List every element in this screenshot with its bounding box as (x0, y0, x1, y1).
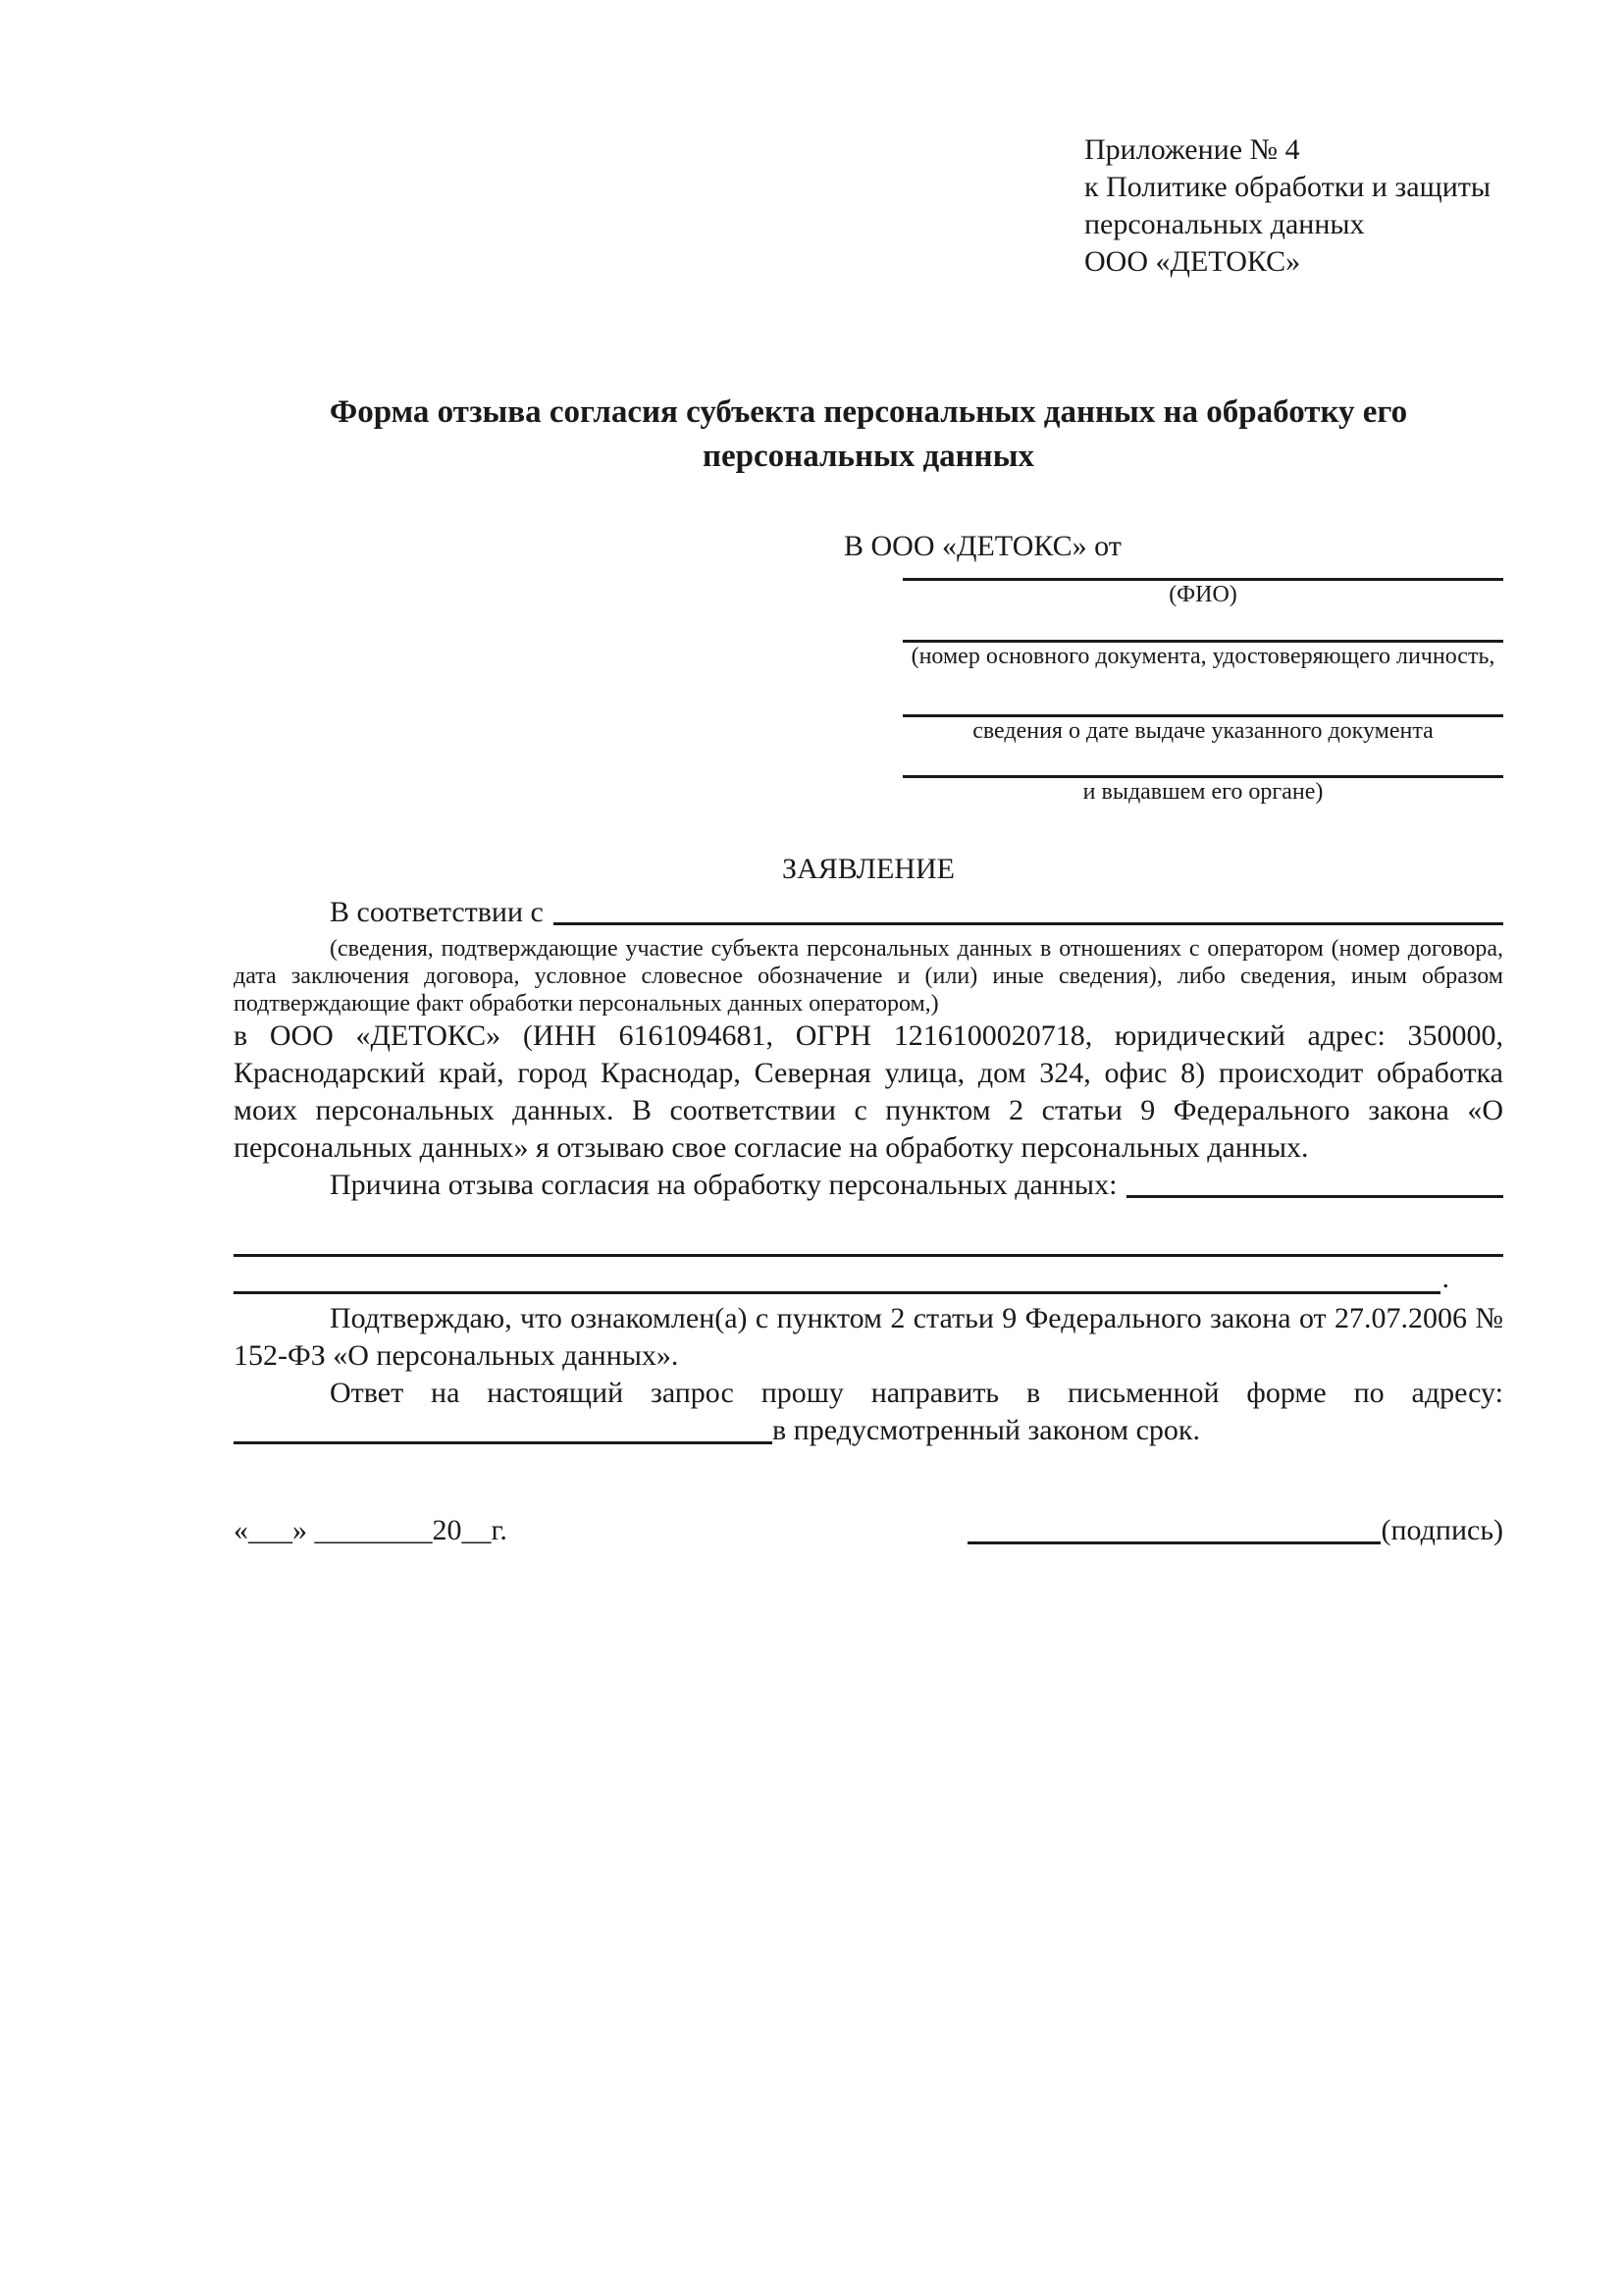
statement-body: в ООО «ДЕТОКС» (ИНН 6161094681, ОГРН 1216100020718, юридический адрес: 350000, Краснодарский край, город Краснодар, Северная улица, дом 324, офис 8) происходит обработка моих персональных данных. В соответствии с пунктом 2 статьи 9 Федерального закона «О персональных данных» я отзываю свое согласие на обработку персональных данных. (234, 1019, 1503, 1164)
field-document-number (903, 614, 1503, 670)
reason-row (330, 1167, 1503, 1204)
footer-row (234, 1512, 1503, 1549)
fill-in-line (553, 894, 1503, 925)
appendix-line-1: Приложение № 4 (1084, 133, 1300, 166)
appendix-line-3: персональных данных (1084, 208, 1365, 240)
reply-address-row (234, 1412, 1503, 1449)
field-caption-document-number: (номер основного документа, удостоверяющего личность, (911, 644, 1495, 669)
field-caption-fio: (ФИО) (1169, 582, 1237, 607)
signature-caption: (подпись) (1381, 1514, 1503, 1546)
field-issuing-authority (903, 747, 1503, 806)
field-issue-date (903, 680, 1503, 745)
field-caption-issuing-authority: и выдавшем его органе) (1082, 779, 1324, 805)
confirmation-paragraph: Подтверждаю, что ознакомлен(а) с пунктом 2 статьи 9 Федерального закона от 27.07.2006 № 152-ФЗ «О персональных данных». (234, 1302, 1503, 1372)
reason-last-line (234, 1257, 1503, 1300)
appendix-line-4: ООО «ДЕТОКС» (1084, 245, 1301, 278)
fill-in-line (903, 565, 1503, 581)
fill-in-line (903, 747, 1503, 778)
intro-prefix: В соответствии с (330, 896, 544, 928)
reason-terminator: . (1441, 1262, 1449, 1294)
signature-line (968, 1512, 1381, 1544)
field-fio (903, 565, 1503, 608)
appendix-block (1084, 131, 1503, 281)
reason-label: Причина отзыва согласия на обработку персональных данных: (330, 1169, 1118, 1201)
intro-row (330, 894, 1503, 931)
intro-footnote: (сведения, подтверждающие участие субъекта персональных данных в отношениях с оператором (номер договора, дата заключения договора, условное словесное обозначение и (или) иные сведения), либо сведения, иным образом подтверждающие факт обработки персональных данных оператором,) (234, 936, 1503, 1017)
fill-in-line (234, 1257, 1440, 1294)
field-caption-issue-date: сведения о дате выдаче указанного документа (972, 718, 1434, 744)
fill-in-line (903, 614, 1503, 643)
fill-in-line (903, 680, 1503, 717)
date-line: «___» ________20__г. (234, 1514, 507, 1546)
signature-group (968, 1512, 1503, 1549)
fill-in-line (234, 1220, 1503, 1257)
addressee-line: В ООО «ДЕТОКС» от (844, 530, 1122, 562)
fill-in-line (1126, 1167, 1503, 1198)
statement-heading: ЗАЯВЛЕНИЕ (782, 853, 955, 885)
reply-request-paragraph: Ответ на настоящий запрос прошу направить в письменной форме по адресу: (330, 1377, 1503, 1409)
reply-suffix: в предусмотренный законом срок. (772, 1414, 1200, 1446)
appendix-line-2: к Политике обработки и защиты (1084, 171, 1492, 203)
fill-in-line (234, 1412, 772, 1444)
document-title: Форма отзыва согласия субъекта персональных данных на обработку его персональных данных (329, 394, 1408, 474)
